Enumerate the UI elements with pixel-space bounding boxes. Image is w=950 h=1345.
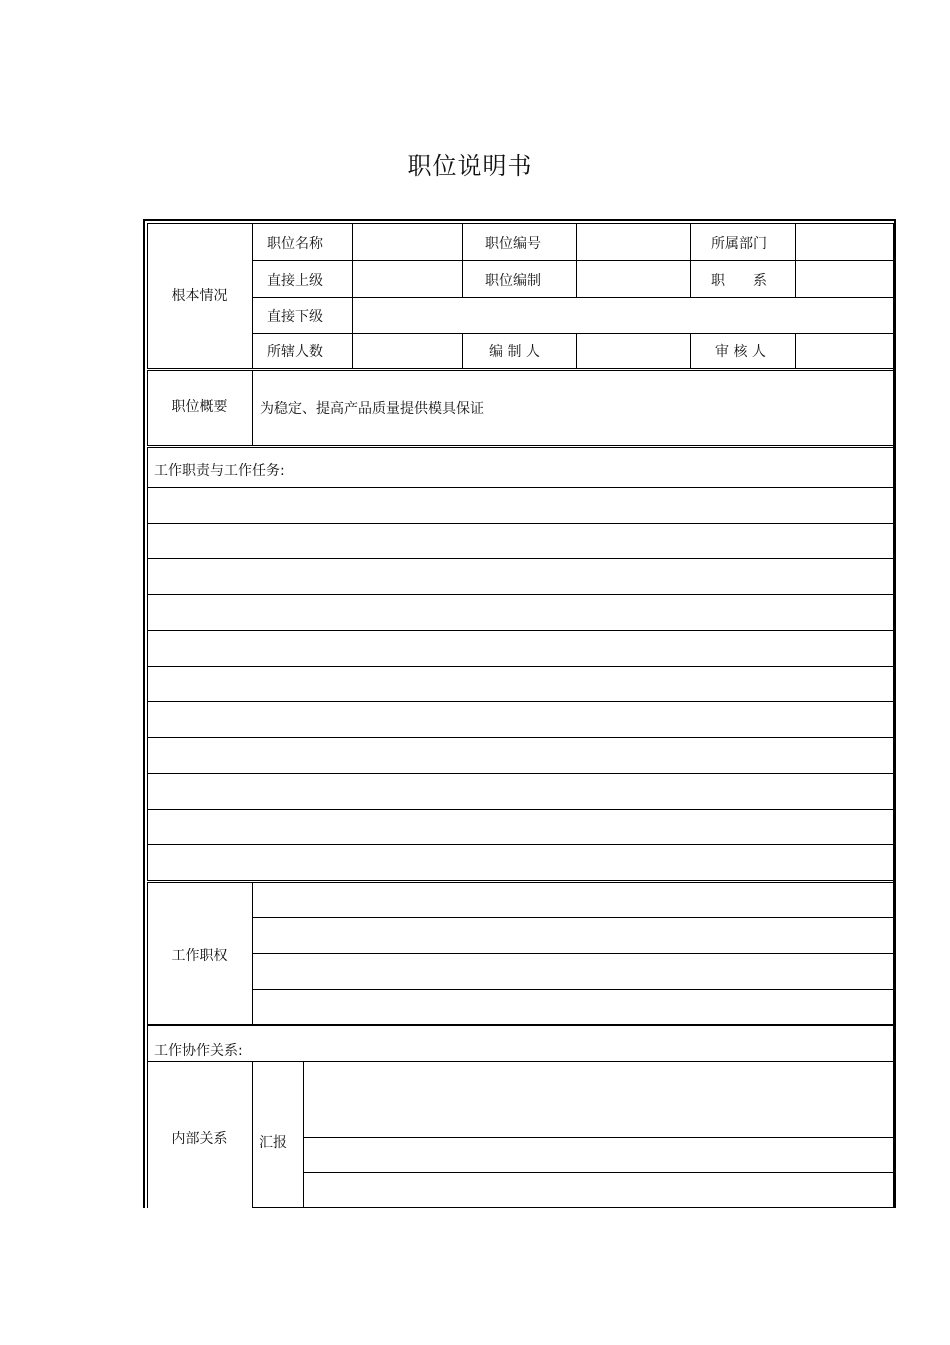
duty-line-9[interactable] (147, 773, 893, 774)
basic-col-divider-3b (576, 333, 577, 368)
duties-top-border (147, 447, 893, 448)
basic-row-line-2 (252, 297, 893, 298)
cooperation-left-border (147, 1026, 148, 1208)
field-label-position-code: 职位编号 (485, 236, 541, 252)
basic-row-line-1 (252, 260, 893, 261)
field-label-headcount-plan: 职位编制 (485, 273, 541, 289)
duty-line-4[interactable] (147, 594, 893, 595)
basic-col-divider-4b (690, 333, 691, 368)
internal-label-divider (252, 1061, 253, 1208)
authority-line-3[interactable] (252, 989, 893, 990)
field-label-managed-count: 所辖人数 (267, 344, 323, 360)
cooperation-heading-line (147, 1061, 893, 1062)
report-line-2[interactable] (303, 1172, 893, 1173)
duty-line-5[interactable] (147, 630, 893, 631)
summary-text: 为稳定、提高产品质量提供模具保证 (260, 401, 484, 417)
field-label-direct-subordinate: 直接下级 (267, 309, 323, 325)
duty-line-7[interactable] (147, 701, 893, 702)
field-label-direct-superior: 直接上级 (267, 273, 323, 289)
summary-label: 职位概要 (171, 399, 228, 415)
document-title: 职位说明书 (407, 152, 533, 180)
duties-bottom-border (147, 880, 893, 881)
duty-line-1[interactable] (147, 487, 893, 488)
duty-line-6[interactable] (147, 666, 893, 667)
basic-section-label: 根本情况 (171, 288, 228, 304)
summary-top-border (147, 370, 893, 371)
basic-col-divider-1 (352, 223, 353, 368)
duties-heading: 工作职责与工作任务: (154, 463, 285, 479)
basic-col-divider-5b (795, 333, 796, 368)
report-label: 汇报 (259, 1135, 287, 1151)
duty-line-10[interactable] (147, 809, 893, 810)
summary-label-divider (252, 370, 253, 445)
duty-line-2[interactable] (147, 523, 893, 524)
report-line-3[interactable] (252, 1207, 893, 1208)
basic-row-line-3 (252, 333, 893, 334)
duty-line-11[interactable] (147, 844, 893, 845)
authority-line-1[interactable] (252, 917, 893, 918)
field-label-position-name: 职位名称 (267, 236, 323, 252)
basic-label-divider (252, 223, 253, 368)
table-inner-top-border (147, 223, 893, 224)
job-description-table (143, 219, 896, 1208)
authority-top-border (147, 882, 893, 883)
field-label-department: 所属部门 (711, 236, 767, 252)
duty-line-3[interactable] (147, 558, 893, 559)
authority-bottom-border (147, 1024, 893, 1026)
authority-line-2[interactable] (252, 953, 893, 954)
basic-col-divider-2b (462, 333, 463, 368)
duty-line-8[interactable] (147, 737, 893, 738)
internal-relations-label: 内部关系 (171, 1131, 228, 1147)
field-label-prepared-by: 编 制 人 (489, 344, 540, 360)
basic-section-bottom (147, 368, 893, 369)
report-label-divider (303, 1061, 304, 1208)
inner-right-border (893, 223, 894, 1208)
report-line-1[interactable] (303, 1137, 893, 1138)
duties-left-border (147, 447, 148, 881)
authority-label: 工作职权 (171, 948, 228, 964)
cooperation-heading: 工作协作关系: (154, 1043, 243, 1059)
field-label-job-family: 职 系 (711, 273, 767, 289)
field-label-reviewer: 审 核 人 (715, 344, 766, 360)
summary-bottom-border (147, 445, 893, 446)
